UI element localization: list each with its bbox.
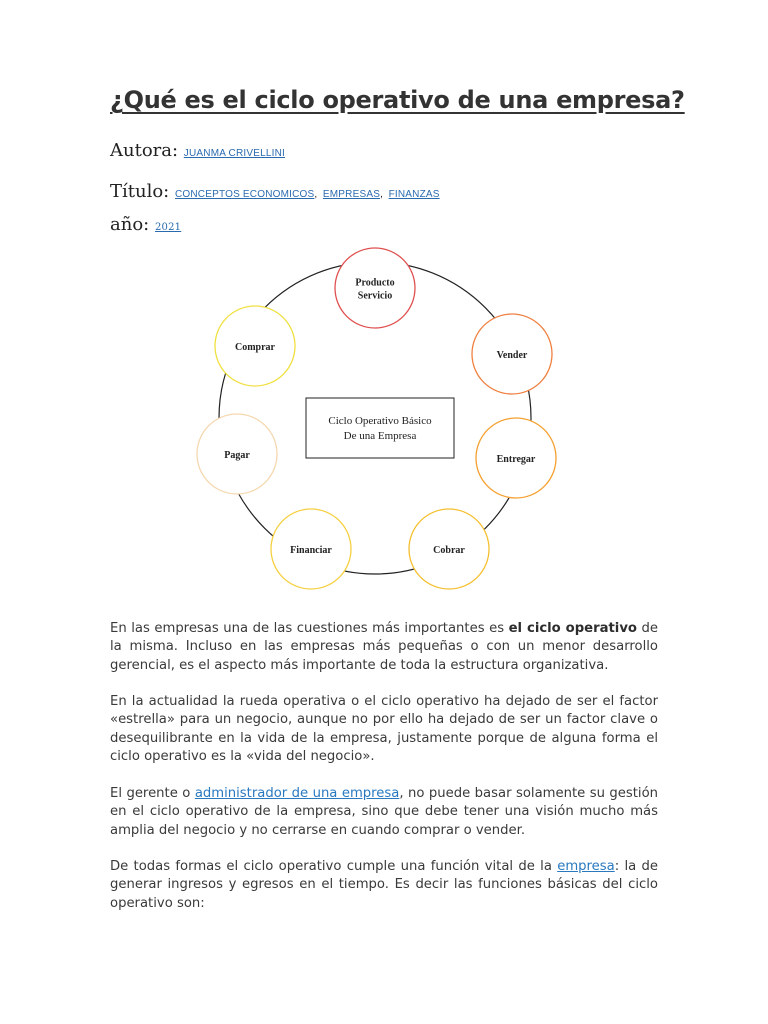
paragraph-1-end: de la misma. Incluso en las empresas más pequeñas o con un menor desarrollo gerencial, es el aspecto más importante de toda la estructura organizativa. bbox=[110, 621, 658, 673]
cycle-node-label: Financiar bbox=[290, 545, 332, 556]
center-label-line1: Ciclo Operativo Básico bbox=[328, 415, 432, 427]
categories-line bbox=[110, 181, 440, 202]
paragraph-3 bbox=[110, 785, 658, 840]
paragraph-4 bbox=[110, 858, 658, 913]
cycle-node-label: Cobrar bbox=[433, 545, 465, 556]
year-link[interactable]: 2021 bbox=[154, 222, 182, 233]
center-label-line2: De una Empresa bbox=[343, 430, 417, 442]
category-link-empresas[interactable]: EMPRESAS bbox=[322, 189, 381, 200]
cycle-node-label: Comprar bbox=[235, 342, 275, 353]
paragraph-4-start: De todas formas el ciclo operativo cumple una función vital de la bbox=[110, 859, 558, 874]
paragraph-3-end: , no puede basar solamente su gestión en el ciclo operativo de la empresa, sino que debe tener una visión mucho más amplia del negocio y no cerrarse en cuando comprar o vender. bbox=[110, 786, 658, 838]
cycle-node-label: Vender bbox=[496, 350, 528, 361]
administrador-link[interactable]: administrador de una empresa bbox=[194, 786, 400, 801]
paragraph-3-start: El gerente o bbox=[110, 786, 195, 801]
article-title: ¿Qué es el ciclo operativo de una empresa? bbox=[110, 86, 685, 114]
cycle-node-label: Producto bbox=[355, 277, 395, 289]
paragraph-4-end: : la de generar ingresos y egresos en el tiempo. Es decir las funciones básicas del ciclo operativo son: bbox=[110, 859, 658, 911]
paragraph-1-start: En las empresas una de las cuestiones más importantes es bbox=[110, 621, 509, 636]
category-separator: , bbox=[314, 189, 318, 200]
category-link-conceptos[interactable]: CONCEPTOS ECONOMICOS bbox=[174, 189, 315, 200]
operating-cycle-diagram bbox=[190, 240, 580, 590]
category-link-finanzas[interactable]: FINANZAS bbox=[388, 189, 440, 200]
paragraph-1 bbox=[110, 620, 658, 675]
empresa-link[interactable]: empresa bbox=[557, 859, 615, 874]
title-label: Título: bbox=[110, 181, 170, 202]
ciclo-operativo-bold: el ciclo operativo bbox=[508, 621, 637, 636]
year-label: año: bbox=[110, 214, 150, 235]
author-line bbox=[110, 140, 285, 161]
cycle-node-label: Servicio bbox=[357, 290, 393, 302]
author-label: Autora: bbox=[110, 140, 179, 161]
paragraph-2: En la actualidad la rueda operativa o el ciclo operativo ha dejado de ser el factor «estrella» para un negocio, aunque no por ello ha dejado de ser un factor clave o desequilibrante en la vida de la empresa, justamente porque de alguna forma el ciclo operativo es la «vida del negocio». bbox=[110, 694, 658, 764]
center-box bbox=[306, 398, 454, 458]
cycle-node-label: Pagar bbox=[224, 450, 250, 461]
cycle-node-label: Entregar bbox=[496, 454, 536, 465]
category-separator: , bbox=[380, 189, 383, 200]
year-line bbox=[110, 214, 181, 235]
author-link[interactable]: JUANMA CRIVELLINI bbox=[183, 148, 285, 159]
